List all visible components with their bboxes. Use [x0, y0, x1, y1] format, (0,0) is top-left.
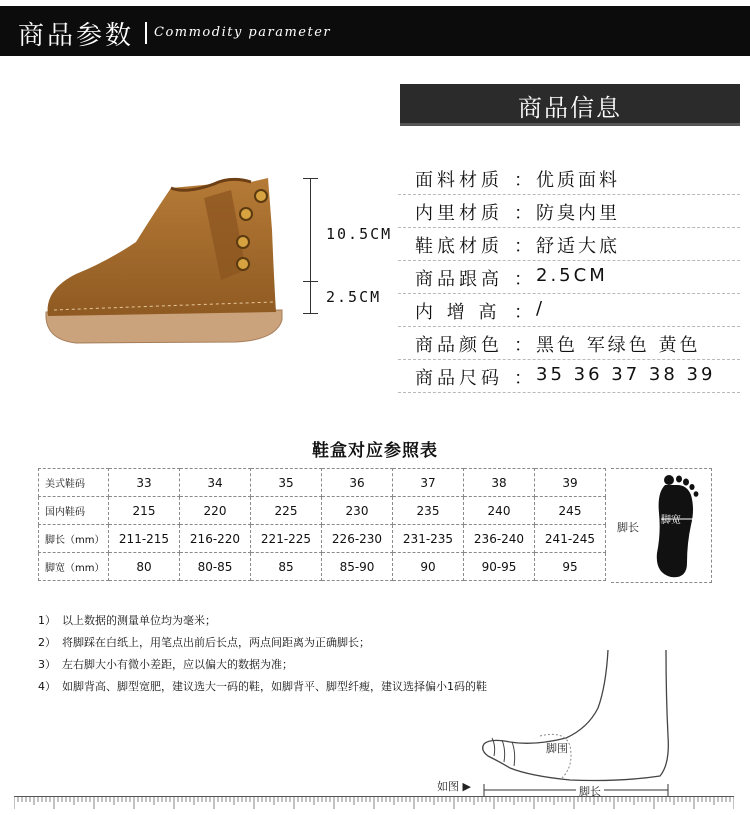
foot-length-label: 脚长 [617, 521, 639, 534]
spec-colon: ： [514, 236, 532, 257]
ruler [14, 796, 734, 812]
table-cell: 38 [464, 469, 535, 497]
table-cell: 85 [251, 553, 322, 581]
title-divider [145, 22, 147, 44]
table-cell: 95 [535, 553, 606, 581]
spec-label: 面料材质 [415, 170, 503, 191]
table-cell: 215 [109, 497, 180, 525]
spec-label: 内里材质 [415, 203, 503, 224]
spec-row [398, 228, 740, 261]
table-row [39, 553, 606, 581]
table-row [39, 525, 606, 553]
section-header [0, 6, 750, 56]
note-text: 如脚背高、脚型宽肥，建议选大一码的鞋，如脚背平、脚型纤瘦，建议选择偏小1码的鞋 [62, 680, 487, 693]
spec-colon: ： [514, 269, 532, 290]
spec-value: / [536, 298, 546, 319]
table-cell: 33 [109, 469, 180, 497]
ruler-ticks [14, 797, 734, 813]
spec-list [398, 162, 740, 393]
foot-measure-diagram [470, 646, 690, 796]
spec-colon: ： [514, 302, 532, 323]
note-number: 4） [38, 680, 56, 693]
spec-label: 内 增 高 [415, 302, 501, 323]
size-table [38, 468, 606, 581]
shaft-height-label: 10.5CM [326, 225, 393, 243]
spec-row [398, 261, 740, 294]
note-number: 3） [38, 658, 56, 671]
spec-label: 商品跟高 [415, 269, 503, 290]
dimension-tick-bottom [303, 313, 318, 314]
spec-colon: ： [514, 368, 532, 389]
spec-value: 黑色 军绿色 黄色 [536, 335, 701, 356]
table-cell: 80 [109, 553, 180, 581]
shaft-dimension-line [310, 178, 311, 281]
info-heading-bar [400, 84, 740, 126]
row-header: 脚长（mm） [39, 525, 109, 553]
table-cell: 85-90 [322, 553, 393, 581]
table-cell: 211-215 [109, 525, 180, 553]
spec-label: 鞋底材质 [415, 236, 503, 257]
spec-row [398, 327, 740, 360]
table-cell: 35 [251, 469, 322, 497]
table-cell: 90-95 [464, 553, 535, 581]
table-cell: 241-245 [535, 525, 606, 553]
row-header: 美式鞋码 [39, 469, 109, 497]
foot-outline-drawing [470, 646, 690, 796]
row-header: 脚宽（mm） [39, 553, 109, 581]
arrow-right-icon: ▶ [462, 780, 471, 793]
table-cell: 221-225 [251, 525, 322, 553]
size-table-title: 鞋盒对应参照表 [312, 441, 438, 461]
table-cell: 220 [180, 497, 251, 525]
section-subtitle: Commodity parameter [154, 25, 332, 40]
spec-colon: ： [514, 170, 532, 191]
table-cell: 240 [464, 497, 535, 525]
table-cell: 236-240 [464, 525, 535, 553]
spec-row [398, 162, 740, 195]
heel-dimension-line [310, 281, 311, 313]
spec-value: 防臭内里 [536, 203, 620, 224]
foot-size-box [611, 468, 712, 583]
note-text: 左右脚大小有微小差距，应以偏大的数据为准； [62, 658, 293, 671]
table-cell: 231-235 [393, 525, 464, 553]
spec-value: 2.5CM [536, 265, 608, 286]
section-title: 商品参数 [18, 21, 135, 51]
note-text: 将脚踩在白纸上，用笔点出前后长点，两点间距离为正确脚长； [62, 636, 370, 649]
foot-girth-label: 脚围 [546, 742, 568, 755]
footprint-icon [647, 473, 707, 583]
table-cell: 37 [393, 469, 464, 497]
as-shown-text: 如图 [437, 780, 459, 793]
table-cell: 235 [393, 497, 464, 525]
table-cell: 39 [535, 469, 606, 497]
spec-colon: ： [514, 335, 532, 356]
spec-row [398, 360, 740, 393]
table-cell: 216-220 [180, 525, 251, 553]
spec-value: 35 36 37 38 39 [536, 364, 716, 385]
table-cell: 34 [180, 469, 251, 497]
table-cell: 245 [535, 497, 606, 525]
dimension-tick-top [303, 178, 318, 179]
info-heading: 商品信息 [518, 94, 622, 122]
spec-label: 商品颜色 [415, 335, 503, 356]
note-number: 2） [38, 636, 56, 649]
spec-colon: ： [514, 203, 532, 224]
spec-label: 商品尺码 [415, 368, 503, 389]
row-header: 国内鞋码 [39, 497, 109, 525]
spec-value: 舒适大底 [536, 236, 620, 257]
diagram-length-label: 脚长 [576, 783, 604, 799]
table-cell: 36 [322, 469, 393, 497]
table-row [39, 469, 606, 497]
table-cell: 230 [322, 497, 393, 525]
heel-height-label: 2.5CM [326, 288, 382, 306]
as-shown-label [437, 778, 471, 794]
table-row [39, 497, 606, 525]
table-cell: 80-85 [180, 553, 251, 581]
note-text: 以上数据的测量单位均为毫米； [62, 614, 216, 627]
spec-value: 优质面料 [536, 170, 620, 191]
boot-image [36, 170, 296, 355]
spec-row [398, 195, 740, 228]
table-cell: 90 [393, 553, 464, 581]
table-cell: 226-230 [322, 525, 393, 553]
spec-row [398, 294, 740, 327]
table-cell: 225 [251, 497, 322, 525]
boot-illustration [36, 170, 296, 355]
foot-width-label: 脚宽 [661, 515, 681, 526]
note-number: 1） [38, 614, 56, 627]
